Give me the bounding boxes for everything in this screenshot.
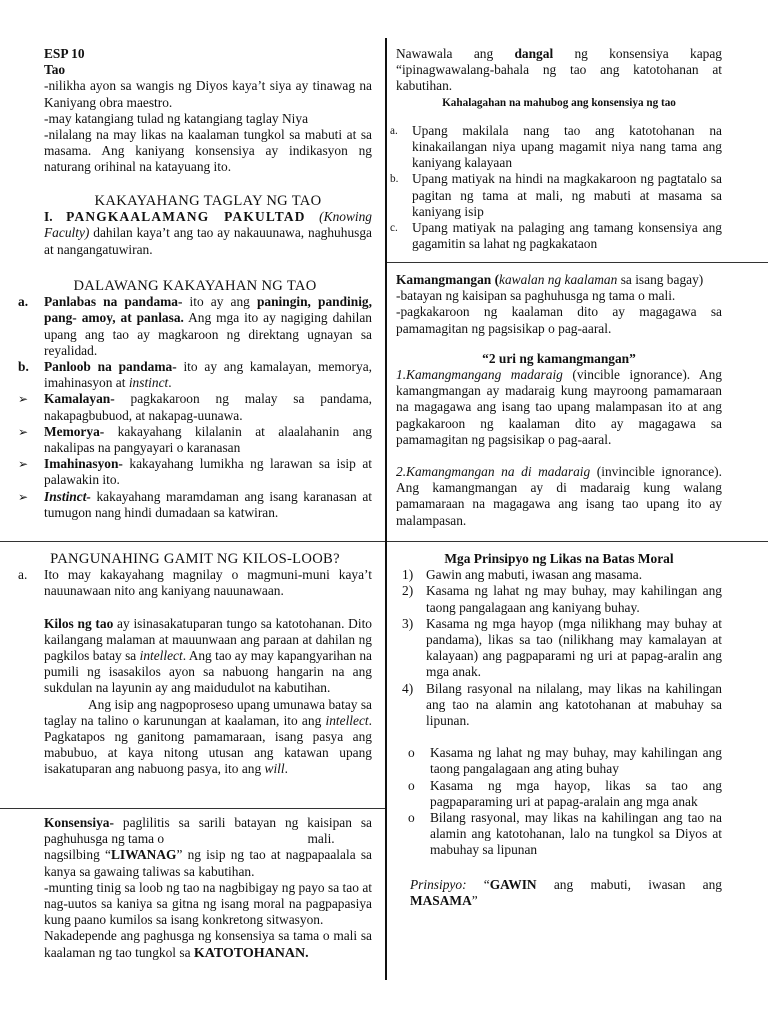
- course-title: ESP 10: [44, 46, 85, 61]
- arrow-item-imahinasyon: ➢ Imahinasyon- kakayahang lumikha ng larawan sa isip at palawakin ito.: [18, 456, 372, 488]
- konsensiya-liwanag: nagsilbing “LIWANAG” ng isip ng tao at nagpapaalala sa kanya sa gawaing taliwas sa kabutihan.: [44, 847, 372, 879]
- prinsipyo-bullet-2: o Kasama ng mga hayop, likas sa tao ang pagpaparaming uri at papag-aralain ang mga anak: [408, 777, 722, 809]
- list-item-b: b. Panloob na pandama- ito ay ang kamalayan, memorya, imahinasyon at instinct.: [18, 359, 372, 391]
- kilos-ng-tao-paragraph: Kilos ng tao ay isinasakatuparan tungo sa katotohanan. Dito kailangang malaman at mauunwaan ang paraan at dahilan ng pagkilos batay sa intellect. Ang tao ay may kapangyarihan na pumili ng isasakilos ayon sa nabuong hangarin na ang sukdulan na layunin ay ang maidudulot na kabutihan.: [44, 615, 373, 696]
- right-section-divider-2: [387, 541, 768, 542]
- arrow-item-kamalayan: ➢ Kamalayan- pagkakaroon ng malay sa pandama, nakapagbubuod, at nakapag-uunawa.: [18, 391, 372, 423]
- kahalagahan-item-a: a. Upang makilala nang tao ang katotohanan na kinakailangan niya upang magamit niya nang tama ang kaniyang kalayaan: [390, 122, 722, 171]
- arrow-item-instinct: ➢ Instinct- kakayahang maramdaman ang isang karanasan at tumugon nang hindi dumadaan sa katwiran.: [18, 488, 372, 520]
- uri-2-paragraph: 2.Kamangmangan na di madaraig (invincible ignorance). Ang kamangmangan ay di madaraig kung walang pamamaraan na magagawa ang isang tao upang ito ay malampasan.: [396, 464, 722, 528]
- dangal-section: [390, 46, 722, 252]
- bullet-icon: o: [408, 745, 415, 761]
- isip-paragraph: Ang isip ang nagpoproseso upang umunawa batay sa taglay na talino o karunungan at kaalaman, ito ang intellect. Pagkatapos ng ganitong pamamaraan, isang pasya ang mabubuo, at kaya nitong utusan ang katawan upang isakatuparan ang nabuong pasya, ito ang will.: [44, 696, 372, 777]
- tao-line-2: -may katangiang tulad ng katangiang taglay Niya: [44, 110, 309, 126]
- kahalagahan-item-b: b. Upang matiyak na hindi na magkakaroon ng pagtatalo sa pagitan ng tama at mali, ng mabuti at masama sa kaniyang isip: [390, 171, 722, 219]
- prinsipyo-quote: Prinsipyo: “GAWIN ang mabuti, iwasan ang MASAMA”: [410, 876, 722, 908]
- konsensiya-munting-tinig: -munting tinig sa loob ng tao na nagbibigay ng payo sa tao at nag-uutos sa kaniya sa gitna ng isang moral na pagpapasiya kung paano kumilos sa isang konkretong sitwasyon.: [44, 879, 372, 928]
- arrow-icon: ➢: [18, 457, 29, 472]
- konsensiya-definition: Konsensiya- paglilitis sa sarili batayan ng kaisipan sa paghuhusga ng tama o mali.: [44, 815, 372, 847]
- kamangmangan-section: [396, 272, 722, 529]
- prinsipyo-item-3: 3) Kasama ng mga hayop (mga nilikhang may buhay at pandama), likas sa tao (nilikhang may kamalayan at kalayaan) ang pagpaparami ng uri at papag-aralin ang mga anak.: [402, 615, 722, 680]
- kilos-loob-heading: PANGUNAHING GAMIT NG KILOS-LOOB?: [50, 551, 340, 567]
- dalawang-section: [18, 278, 372, 521]
- prinsipyo-bullet-1: o Kasama ng lahat ng may buhay, may kahilingan ang taong pangalagaan ang ating buhay: [408, 745, 722, 777]
- kakayahang-heading: KAKAYAHANG TAGLAY NG TAO: [94, 193, 322, 209]
- dangal-paragraph: Nawawala ang dangal ng konsensiya kapag “ipinagwawalang-bahala ng tao ang katotohanan at kabutihan.: [396, 46, 722, 94]
- left-section-divider-2: [0, 808, 385, 809]
- arrow-icon: ➢: [18, 489, 29, 504]
- bullet-icon: o: [408, 777, 415, 793]
- tao-heading: Tao: [44, 62, 66, 78]
- prinsipyo-item-4: 4) Bilang rasyonal na nilalang, may likas na kahilingan ang tao na alamin ang katotohanan at mabuhay sa lipunan.: [402, 680, 722, 729]
- dalawang-heading: DALAWANG KAKAYAHAN NG TAO: [73, 278, 317, 294]
- arrow-icon: ➢: [18, 392, 29, 407]
- kahalagahan-item-c: c. Upang matiyak na palaging ang tamang konsensiya ang gagamitin sa lahat ng pagkakataon: [390, 220, 722, 252]
- prinsipyo-heading: Mga Prinsipyo ng Likas na Batas Moral: [444, 551, 674, 566]
- left-section-divider-1: [0, 541, 385, 542]
- kamangmangan-line-2: -batayan ng kaisipan sa paghuhusga ng tama o mali.: [396, 288, 676, 304]
- tao-section: [44, 46, 372, 176]
- kamangmangan-line-3: -pagkakaroon ng kaalaman dito ay magagawa sa pamamagitan ng pagsisikap o pag-aaral.: [396, 304, 722, 336]
- pakultad-paragraph: I. PANGKAALAMANG PAKULTAD (Knowing Faculty) dahilan kaya’t ang tao ay nakauunawa, naghuhusga at nangangatuwiran.: [44, 209, 372, 257]
- prinsipyo-item-1: 1) Gawin ang mabuti, iwasan ang masama.: [402, 567, 643, 583]
- prinsipyo-bullet-3: o Bilang rasyonal, may likas na kahilingan ang tao na alamin ang katotohanan, lalo na tungkol sa Diyos at mabuhay sa lipunan: [408, 810, 722, 858]
- kilos-loob-item-a: a. Ito may kakayahang magnilay o magmuni-muni kaya’t nauunawaan nito ang kaniyang nauunawaan.: [18, 567, 372, 599]
- prinsipyo-item-2: 2) Kasama ng lahat ng may buhay, may kahilingan ang taong pangalagaan ang kaniyang buhay.: [402, 583, 722, 615]
- arrow-item-memorya: ➢ Memorya- kakayahang kilalanin at alaalahanin ang nakalipas na pangyayari o karanasan: [18, 423, 372, 456]
- konsensiya-section: [44, 815, 372, 962]
- kilos-loob-section: [18, 551, 372, 778]
- kakayahang-section: [44, 193, 372, 258]
- list-item-a: a. Panlabas na pandama- ito ay ang paningin, pandinig, pang- amoy, at panlasa. Ang mga ito ay nagiging dahilan upang ang tao ay magkaroon ng direktang ugnayan sa reyalidad.: [18, 294, 372, 358]
- uri-1-paragraph: 1.Kamangmangang madaraig (vincible ignorance). Ang kamangmangan ay madaraig kung mayroong pamamaraan na magagawa ang isang tao upang malampasan ito at ang pagkakaroon ng kaalaman dito ay magagawa sa pamamagitan ng pagsisikap o pag-aaral.: [396, 367, 722, 447]
- right-section-divider-1: [387, 262, 768, 263]
- kamangmangan-definition: Kamangmangan (kawalan ng kaalaman sa isang bagay): [396, 272, 704, 287]
- tao-line-3: -nilalang na may likas na kaalaman tungkol sa mabuti at sa masama. Ang kaniyang konsensiya ay indikasyon ng naturang orihinal na katayuang ito.: [44, 127, 372, 175]
- arrow-icon: ➢: [18, 424, 29, 439]
- column-divider: [385, 38, 387, 980]
- konsensiya-nakadepende: Nakadepende ang paghusga ng konsensiya sa tama o mali sa kaalaman ng tao tungkol sa KATOTOHANAN.: [44, 928, 372, 961]
- bullet-icon: o: [408, 810, 415, 826]
- kahalagahan-heading: Kahalagahan na mahubog ang konsensiya ng tao: [442, 96, 676, 109]
- tao-line-1: -nilikha ayon sa wangis ng Diyos kaya’t siya ay tinawag na Kaniyang obra maestro.: [44, 78, 372, 110]
- dalawang-uri-heading: “2 uri ng kamangmangan”: [482, 350, 636, 366]
- prinsipyo-section: [396, 551, 722, 909]
